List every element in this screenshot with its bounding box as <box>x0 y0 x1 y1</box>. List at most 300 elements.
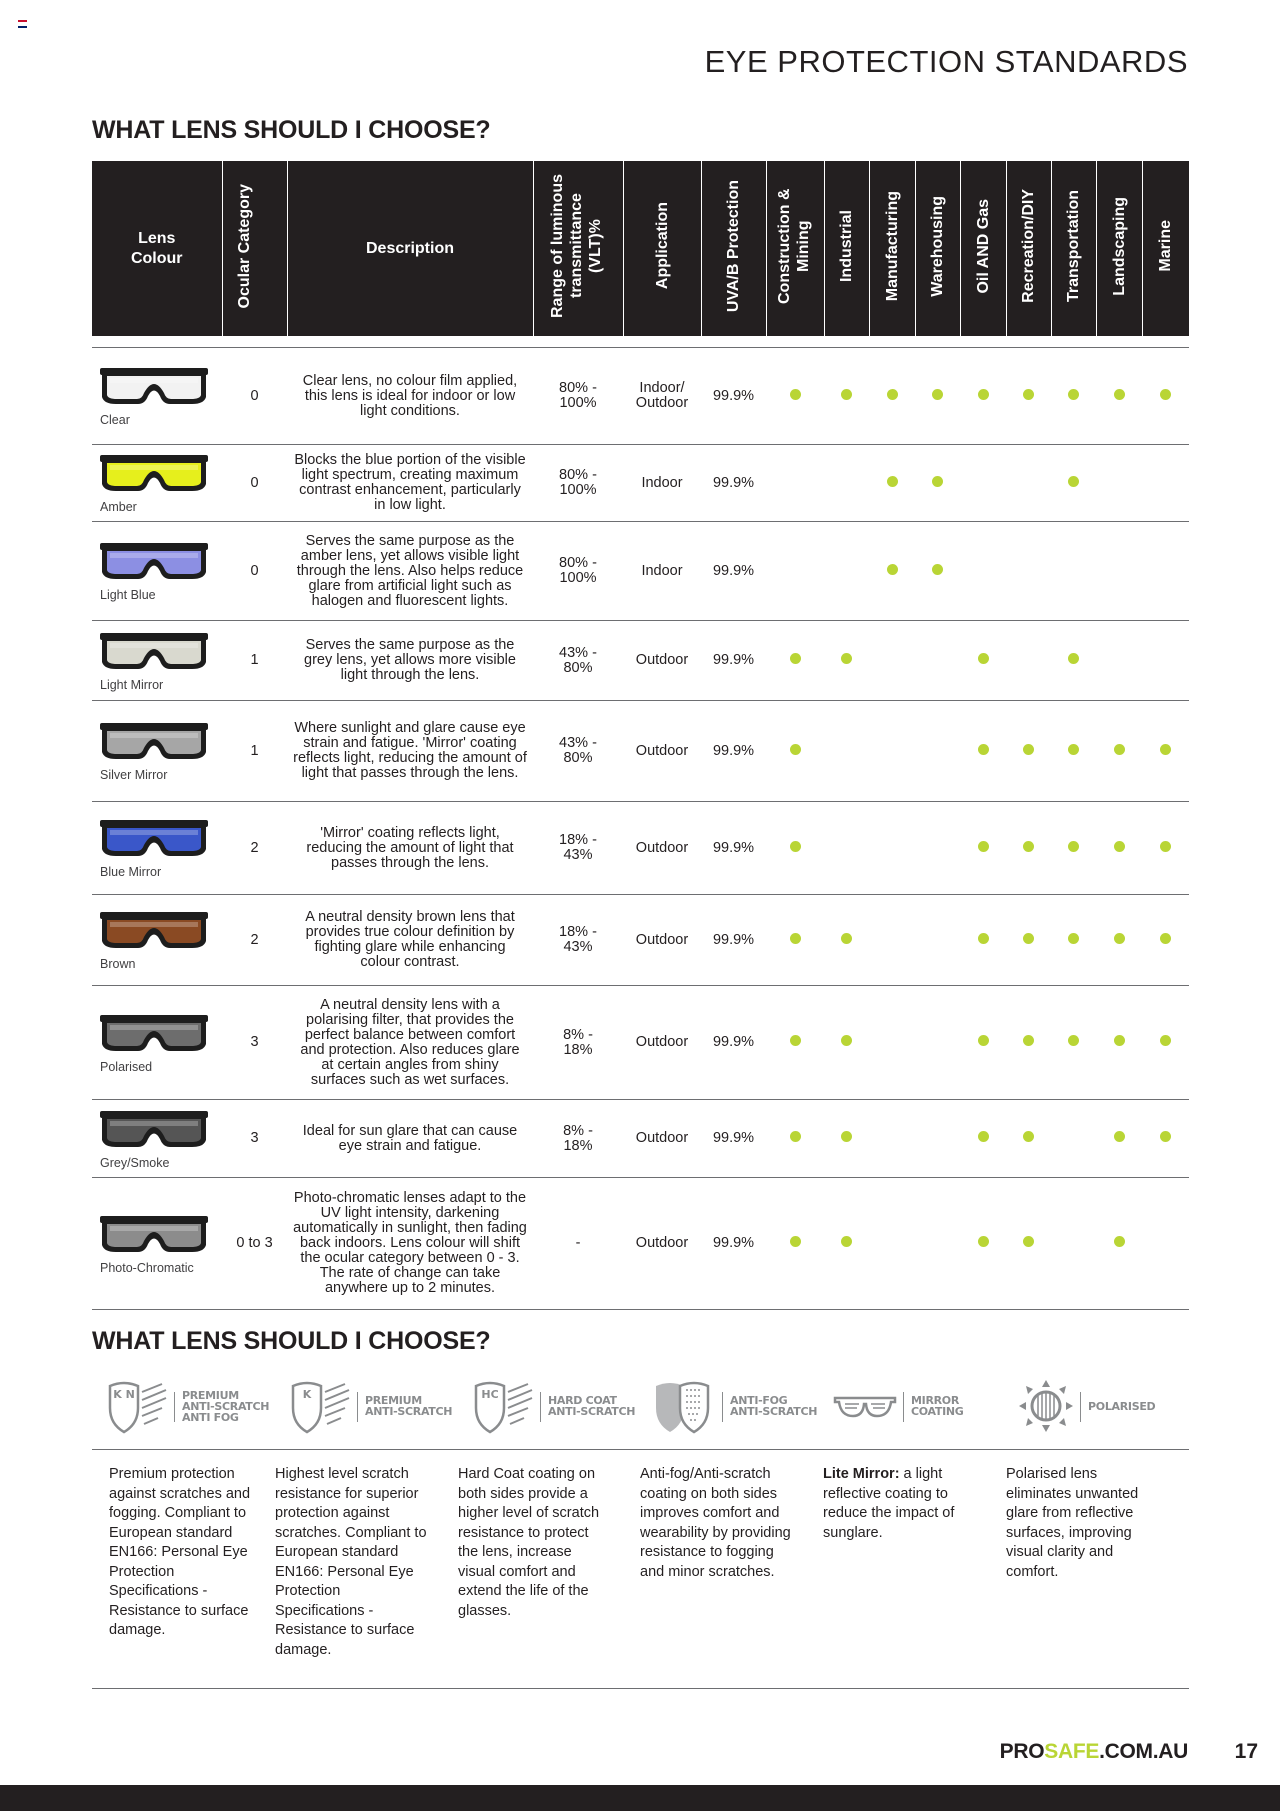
lens-name: Polarised <box>100 1059 153 1074</box>
lens-name: Silver Mirror <box>100 768 168 782</box>
industry-cell <box>915 986 960 1100</box>
lens-name: Grey/Smoke <box>100 1155 170 1170</box>
industry-cell <box>915 1178 960 1310</box>
lens-name: Blue Mirror <box>100 865 162 879</box>
header-vlt: Range of luminous transmittance (VLT)% <box>533 161 623 336</box>
flag-icon <box>18 20 27 28</box>
industry-cell <box>1096 445 1142 522</box>
badge-label: POLARISED <box>1088 1400 1156 1413</box>
industry-cell <box>960 701 1006 802</box>
suitable-dot-icon <box>1114 1131 1125 1142</box>
suitable-dot-icon <box>1068 841 1079 852</box>
header-industry-0: Construction & Mining <box>766 161 824 336</box>
suitable-dot-icon <box>932 389 943 400</box>
uv-cell: 99.9% <box>701 621 766 701</box>
header-industry-8: Marine <box>1142 161 1189 336</box>
divider <box>92 1449 1189 1450</box>
badge-label: COATING <box>911 1405 964 1418</box>
industry-cell <box>1142 802 1189 895</box>
application-cell: Outdoor <box>623 1100 701 1178</box>
suitable-dot-icon <box>887 389 898 400</box>
header-description: Description <box>287 161 533 336</box>
suitable-dot-icon <box>1023 933 1034 944</box>
description-cell: Clear lens, no colour film applied, this lens is ideal for indoor or low light conditions. <box>287 348 533 445</box>
suitable-dot-icon <box>932 564 943 575</box>
application-cell: Outdoor <box>623 1178 701 1310</box>
suitable-dot-icon <box>1023 744 1034 755</box>
suitable-dot-icon <box>1114 744 1125 755</box>
industry-cell <box>1051 701 1096 802</box>
shield-antifog-icon <box>650 1378 720 1434</box>
lens-name: Light Mirror <box>100 677 164 692</box>
feature-text: Highest level scratch resistance for superior protection against scratches. Compliant to European standard EN166: Personal Eye Protection Specifications - Resistance to surface damage. <box>275 1466 427 1658</box>
feature-text: Hard Coat coating on both sides provide a higher level of scratch resistance to protect the lens, increase visual comfort and extend the life of the glasses. <box>458 1466 600 1619</box>
badge-label: ANTI-SCRATCH <box>548 1405 636 1418</box>
industry-cell <box>915 802 960 895</box>
suitable-dot-icon <box>790 1035 801 1046</box>
safety-glasses-icon <box>98 365 210 409</box>
industry-cell <box>960 445 1006 522</box>
industry-cell <box>1006 445 1051 522</box>
table-header-row <box>92 161 1189 336</box>
safety-glasses-icon <box>98 540 210 584</box>
industry-cell <box>869 621 915 701</box>
table-row <box>92 445 1189 522</box>
safety-glasses-icon <box>98 1012 210 1056</box>
industry-cell <box>824 895 869 986</box>
application-cell: Outdoor <box>623 895 701 986</box>
suitable-dot-icon <box>887 476 898 487</box>
page-heading: EYE PROTECTION STANDARDS <box>704 44 1188 79</box>
table-row <box>92 895 1189 986</box>
lens-name: Light Blue <box>100 588 156 602</box>
table-row <box>92 986 1189 1100</box>
suitable-dot-icon <box>1068 744 1079 755</box>
industry-cell <box>1006 1178 1051 1310</box>
ocular-cell: 1 <box>222 701 287 802</box>
industry-cell <box>915 445 960 522</box>
lens-cell <box>92 621 222 701</box>
lens-cell <box>92 522 222 621</box>
header-industry-6: Transportation <box>1051 161 1096 336</box>
description-cell: Serves the same purpose as the amber lens, yet allows visible light through the lens. Also helps reduce glare from artificial light such as halogen and fluorescent lights. <box>287 522 533 621</box>
industry-cell <box>1006 348 1051 445</box>
uv-cell: 99.9% <box>701 802 766 895</box>
website-link[interactable]: PROSAFE.COM.AU <box>999 1740 1188 1763</box>
vlt-cell: 43% - 80% <box>533 621 623 701</box>
uv-cell: 99.9% <box>701 348 766 445</box>
industry-cell <box>915 1100 960 1178</box>
suitable-dot-icon <box>1114 933 1125 944</box>
industry-cell <box>1051 348 1096 445</box>
feature-badge <box>102 1378 272 1440</box>
svg-text:K N: K N <box>113 1388 135 1401</box>
vlt-cell: 18% - 43% <box>533 802 623 895</box>
suitable-dot-icon <box>978 744 989 755</box>
industry-cell <box>960 802 1006 895</box>
industry-cell <box>824 621 869 701</box>
badge-label: ANTI-SCRATCH <box>365 1405 453 1418</box>
suitable-dot-icon <box>1160 389 1171 400</box>
feature-badge <box>833 1378 1003 1440</box>
header-industry-7: Landscaping <box>1096 161 1142 336</box>
industry-cell <box>1006 895 1051 986</box>
polarised-sun-icon <box>1016 1378 1076 1434</box>
badge-label: ANTI FOG <box>182 1411 239 1424</box>
suitable-dot-icon <box>1068 1035 1079 1046</box>
suitable-dot-icon <box>790 841 801 852</box>
industry-cell <box>915 621 960 701</box>
industry-cell <box>869 348 915 445</box>
description-cell: Ideal for sun glare that can cause eye strain and fatigue. <box>287 1100 533 1178</box>
suitable-dot-icon <box>978 389 989 400</box>
industry-cell <box>915 522 960 621</box>
suitable-dot-icon <box>790 389 801 400</box>
lens-name: Brown <box>100 957 136 971</box>
industry-cell <box>1006 701 1051 802</box>
suitable-dot-icon <box>1068 933 1079 944</box>
suitable-dot-icon <box>790 1236 801 1247</box>
badge-label: MIRROR <box>911 1394 960 1407</box>
section-title-table: WHAT LENS SHOULD I CHOOSE? <box>92 116 491 144</box>
header-application: Application <box>623 161 701 336</box>
industry-cell <box>869 986 915 1100</box>
description-cell: Photo-chromatic lenses adapt to the UV light intensity, darkening automatically in sunlight, then fading back indoors. Lens colour will shift the ocular category between 0 - 3. The rate of change can take anywhere up to 2 minutes. <box>287 1178 533 1310</box>
lens-cell <box>92 348 222 445</box>
industry-cell <box>1142 522 1189 621</box>
feature-description <box>823 1465 975 1543</box>
industry-cell <box>824 348 869 445</box>
suitable-dot-icon <box>1023 1131 1034 1142</box>
suitable-dot-icon <box>978 841 989 852</box>
ocular-cell: 0 to 3 <box>222 1178 287 1310</box>
industry-cell <box>1006 621 1051 701</box>
ocular-cell: 3 <box>222 1100 287 1178</box>
suitable-dot-icon <box>1114 1035 1125 1046</box>
industry-cell <box>915 348 960 445</box>
industry-cell <box>960 621 1006 701</box>
feature-badge <box>285 1378 455 1440</box>
industry-cell <box>766 348 824 445</box>
lens-name: Photo-Chromatic <box>100 1260 194 1275</box>
feature-text: a light reflective coating to reduce the impact of sunglare. <box>823 1466 955 1541</box>
industry-cell <box>766 701 824 802</box>
industry-cell <box>960 986 1006 1100</box>
ocular-cell: 0 <box>222 522 287 621</box>
svg-text:HC: HC <box>481 1388 499 1401</box>
feature-badge <box>1016 1378 1186 1440</box>
vlt-cell: 80% - 100% <box>533 445 623 522</box>
safety-glasses-icon <box>98 817 210 861</box>
vlt-cell: 80% - 100% <box>533 522 623 621</box>
industry-cell <box>1051 522 1096 621</box>
suitable-dot-icon <box>978 1236 989 1247</box>
industry-cell <box>1051 1100 1096 1178</box>
lens-cell <box>92 701 222 802</box>
industry-cell <box>766 895 824 986</box>
industry-cell <box>1142 621 1189 701</box>
uv-cell: 99.9% <box>701 701 766 802</box>
table-row <box>92 802 1189 895</box>
industry-cell <box>1006 522 1051 621</box>
vlt-cell: 18% - 43% <box>533 895 623 986</box>
suitable-dot-icon <box>1023 1236 1034 1247</box>
industry-cell <box>1051 1178 1096 1310</box>
industry-cell <box>960 522 1006 621</box>
suitable-dot-icon <box>1114 389 1125 400</box>
badge-label: HARD COAT <box>548 1394 617 1407</box>
badge-label: PREMIUM <box>182 1389 239 1402</box>
lens-name: Clear <box>100 413 130 427</box>
industry-cell <box>824 986 869 1100</box>
industry-cell <box>1096 802 1142 895</box>
industry-cell <box>1142 445 1189 522</box>
application-cell: Outdoor <box>623 621 701 701</box>
suitable-dot-icon <box>841 1236 852 1247</box>
table-row <box>92 621 1189 701</box>
industry-cell <box>960 895 1006 986</box>
feature-lead: Lite Mirror: <box>823 1466 900 1482</box>
industry-cell <box>1096 522 1142 621</box>
vlt-cell: - <box>533 1178 623 1310</box>
industry-cell <box>824 522 869 621</box>
safety-glasses-icon <box>98 1108 210 1152</box>
vlt-cell: 8% - 18% <box>533 986 623 1100</box>
lens-cell <box>92 802 222 895</box>
ocular-cell: 2 <box>222 895 287 986</box>
suitable-dot-icon <box>841 1131 852 1142</box>
badge-label: ANTI-SCRATCH <box>730 1405 818 1418</box>
description-cell: Blocks the blue portion of the visible light spectrum, creating maximum contrast enhancement, particularly in low light. <box>287 445 533 522</box>
industry-cell <box>824 802 869 895</box>
header-lens-colour: Lens Colour <box>92 161 222 336</box>
suitable-dot-icon <box>790 744 801 755</box>
lens-table <box>92 161 1189 1310</box>
suitable-dot-icon <box>1160 841 1171 852</box>
suitable-dot-icon <box>978 933 989 944</box>
badge-label: PREMIUM <box>365 1394 422 1407</box>
safety-glasses-icon <box>98 1213 210 1257</box>
suitable-dot-icon <box>978 1131 989 1142</box>
feature-description <box>109 1465 259 1641</box>
shield-kn-icon <box>102 1378 172 1434</box>
lens-cell <box>92 1100 222 1178</box>
feature-text: Premium protection against scratches and fogging. Compliant to European standard EN166: Personal Eye Protection Specifications - Resistance to surface damage. <box>109 1466 251 1638</box>
industry-cell <box>960 348 1006 445</box>
industry-cell <box>869 802 915 895</box>
suitable-dot-icon <box>1023 841 1034 852</box>
ocular-cell: 0 <box>222 348 287 445</box>
industry-cell <box>960 1178 1006 1310</box>
industry-cell <box>766 802 824 895</box>
header-industry-1: Industrial <box>824 161 869 336</box>
feature-badge <box>650 1378 820 1440</box>
industry-cell <box>869 895 915 986</box>
industry-cell <box>1142 895 1189 986</box>
industry-cell <box>1096 895 1142 986</box>
uv-cell: 99.9% <box>701 1100 766 1178</box>
industry-cell <box>1142 701 1189 802</box>
suitable-dot-icon <box>1114 841 1125 852</box>
shield-hc-icon <box>468 1378 538 1434</box>
table-row <box>92 1100 1189 1178</box>
ocular-cell: 2 <box>222 802 287 895</box>
feature-description <box>640 1465 792 1582</box>
industry-cell <box>869 1178 915 1310</box>
header-industry-4: Oil AND Gas <box>960 161 1006 336</box>
industry-cell <box>1051 802 1096 895</box>
uv-cell: 99.9% <box>701 1178 766 1310</box>
industry-cell <box>824 701 869 802</box>
header-industry-3: Warehousing <box>915 161 960 336</box>
lens-name: Amber <box>100 500 137 514</box>
suitable-dot-icon <box>841 1035 852 1046</box>
feature-badge <box>468 1378 638 1440</box>
feature-description <box>458 1465 610 1621</box>
table-row <box>92 1178 1189 1310</box>
industry-cell <box>766 522 824 621</box>
suitable-dot-icon <box>841 389 852 400</box>
industry-cell <box>1051 445 1096 522</box>
vlt-cell: 80% - 100% <box>533 348 623 445</box>
feature-description <box>1006 1465 1158 1582</box>
suitable-dot-icon <box>1160 1131 1171 1142</box>
description-cell: Where sunlight and glare cause eye strain and fatigue. 'Mirror' coating reflects light, reducing the amount of light that passes through the lens. <box>287 701 533 802</box>
application-cell: Outdoor <box>623 986 701 1100</box>
industry-cell <box>824 1100 869 1178</box>
header-industry-5: Recreation/DIY <box>1006 161 1051 336</box>
ocular-cell: 1 <box>222 621 287 701</box>
ocular-cell: 0 <box>222 445 287 522</box>
suitable-dot-icon <box>1160 933 1171 944</box>
application-cell: Outdoor <box>623 701 701 802</box>
suitable-dot-icon <box>841 933 852 944</box>
industry-cell <box>766 621 824 701</box>
description-cell: A neutral density brown lens that provides true colour definition by fighting glare while enhancing colour contrast. <box>287 895 533 986</box>
suitable-dot-icon <box>978 653 989 664</box>
suitable-dot-icon <box>932 476 943 487</box>
badge-label: ANTI-FOG <box>730 1394 788 1407</box>
suitable-dot-icon <box>841 653 852 664</box>
table-row <box>92 701 1189 802</box>
ocular-cell: 3 <box>222 986 287 1100</box>
industry-cell <box>1051 621 1096 701</box>
uv-cell: 99.9% <box>701 522 766 621</box>
application-cell: Outdoor <box>623 802 701 895</box>
description-cell: 'Mirror' coating reflects light, reducing the amount of light that passes through the lens. <box>287 802 533 895</box>
svg-text:K: K <box>302 1388 312 1401</box>
application-cell: Indoor/ Outdoor <box>623 348 701 445</box>
industry-cell <box>766 445 824 522</box>
table-row <box>92 522 1189 621</box>
safety-glasses-icon <box>98 720 210 764</box>
industry-cell <box>869 701 915 802</box>
header-industry-2: Manufacturing <box>869 161 915 336</box>
industry-cell <box>1142 1100 1189 1178</box>
uv-cell: 99.9% <box>701 895 766 986</box>
industry-cell <box>1006 986 1051 1100</box>
badge-label: ANTI-SCRATCH <box>182 1400 270 1413</box>
section-title-features: WHAT LENS SHOULD I CHOOSE? <box>92 1327 491 1355</box>
vlt-cell: 8% - 18% <box>533 1100 623 1178</box>
industry-cell <box>1096 348 1142 445</box>
uv-cell: 99.9% <box>701 445 766 522</box>
description-cell: A neutral density lens with a polarising filter, that provides the perfect balance between comfort and protection. Also reduces glare at certain angles from shiny surfaces such as wet surfaces. <box>287 986 533 1100</box>
table-row <box>92 348 1189 445</box>
industry-cell <box>1096 621 1142 701</box>
industry-cell <box>1096 1100 1142 1178</box>
shield-k-icon <box>285 1378 355 1434</box>
feature-text: Anti-fog/Anti-scratch coating on both sides improves comfort and wearability by providing resistance to fogging and minor scratches. <box>640 1466 791 1580</box>
suitable-dot-icon <box>1160 744 1171 755</box>
industry-cell <box>915 895 960 986</box>
industry-cell <box>1051 986 1096 1100</box>
industry-cell <box>1051 895 1096 986</box>
suitable-dot-icon <box>790 933 801 944</box>
header-uv: UVA/B Protection <box>701 161 766 336</box>
industry-cell <box>824 1178 869 1310</box>
suitable-dot-icon <box>1068 653 1079 664</box>
lens-cell <box>92 445 222 522</box>
suitable-dot-icon <box>1160 1035 1171 1046</box>
industry-cell <box>1096 701 1142 802</box>
application-cell: Indoor <box>623 522 701 621</box>
suitable-dot-icon <box>1023 1035 1034 1046</box>
industry-cell <box>1006 1100 1051 1178</box>
industry-cell <box>1006 802 1051 895</box>
industry-cell <box>960 1100 1006 1178</box>
suitable-dot-icon <box>887 564 898 575</box>
safety-glasses-icon <box>98 909 210 953</box>
industry-cell <box>869 1100 915 1178</box>
industry-cell <box>1096 986 1142 1100</box>
vlt-cell: 43% - 80% <box>533 701 623 802</box>
lens-cell <box>92 986 222 1100</box>
suitable-dot-icon <box>1068 389 1079 400</box>
uv-cell: 99.9% <box>701 986 766 1100</box>
industry-cell <box>766 986 824 1100</box>
divider <box>92 1688 1189 1689</box>
application-cell: Indoor <box>623 445 701 522</box>
suitable-dot-icon <box>790 1131 801 1142</box>
industry-cell <box>1142 348 1189 445</box>
industry-cell <box>869 445 915 522</box>
mirror-glasses-icon <box>833 1392 897 1422</box>
lens-cell <box>92 1178 222 1310</box>
header-ocular: Ocular Category <box>222 161 287 336</box>
suitable-dot-icon <box>1114 1236 1125 1247</box>
description-cell: Serves the same purpose as the grey lens, yet allows more visible light through the lens. <box>287 621 533 701</box>
feature-text: Polarised lens eliminates unwanted glare from reflective surfaces, improving visual clarity and comfort. <box>1006 1466 1139 1580</box>
suitable-dot-icon <box>978 1035 989 1046</box>
industry-cell <box>915 701 960 802</box>
industry-cell <box>766 1100 824 1178</box>
suitable-dot-icon <box>1023 389 1034 400</box>
page-number: 17 <box>1234 1740 1258 1763</box>
industry-cell <box>869 522 915 621</box>
feature-description <box>275 1465 427 1660</box>
safety-glasses-icon <box>98 452 210 496</box>
footer-bar <box>0 1785 1280 1811</box>
lens-cell <box>92 895 222 986</box>
industry-cell <box>766 1178 824 1310</box>
industry-cell <box>1142 1178 1189 1310</box>
industry-cell <box>824 445 869 522</box>
suitable-dot-icon <box>1068 476 1079 487</box>
safety-glasses-icon <box>98 630 210 674</box>
industry-cell <box>1096 1178 1142 1310</box>
suitable-dot-icon <box>790 653 801 664</box>
